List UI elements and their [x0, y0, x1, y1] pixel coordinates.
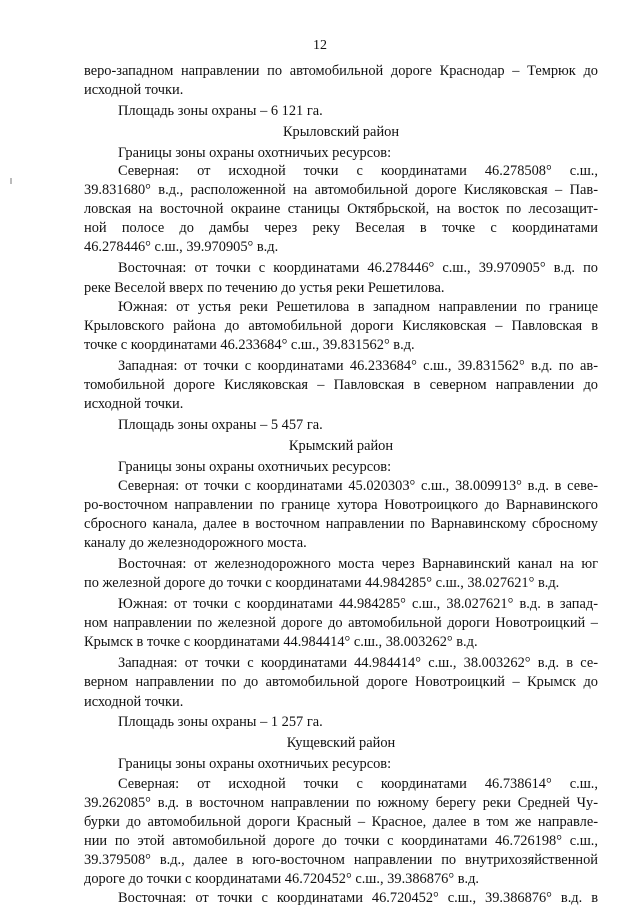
- text-line: исходной точки.: [84, 694, 184, 710]
- text-line: веро-западном направлении по автомобильной дороге Краснодар – Темрюк до: [84, 63, 598, 79]
- page-number: 12: [313, 38, 327, 53]
- text-line: дороге до точки с координатами 46.720452° с.ш., 39.386876° в.д.: [84, 871, 480, 887]
- text-line: бурки до автомобильной дороги Красный – Красное, далее в том же направле-: [84, 814, 598, 830]
- section-heading: Кущевский район: [286, 735, 396, 751]
- text-line: сбросного канала, далее в восточном направлении по Варнавинскому сбросному: [84, 516, 598, 532]
- text-line: по железной дороге до точки с координатами 44.984285° с.ш., 38.027621° в.д.: [84, 575, 560, 591]
- text-line: Западная: от точки с координатами 46.233684° с.ш., 39.831562° в.д. по ав-: [118, 358, 598, 374]
- text-line: Границы зоны охраны охотничьих ресурсов:: [118, 459, 392, 475]
- text-line: точке с координатами 46.233684° с.ш., 39.831562° в.д.: [84, 337, 415, 353]
- text-line: ро-восточном направлении по границе хутора Новотроицкого до Варнавинского: [84, 497, 598, 513]
- text-line: Крыловского района до автомобильной дороги Кисляковская – Павловская в: [84, 318, 598, 334]
- text-line: Северная: от исходной точки с координатами 46.278508° с.ш.,: [118, 163, 598, 179]
- text-line: Площадь зоны охраны – 1 257 га.: [118, 714, 323, 730]
- text-line: верном направлении по до автомобильной дороге Новотроицкий – Крымск до: [84, 674, 598, 690]
- text-line: реке Веселой вверх по течению до устья реки Решетилова.: [84, 280, 445, 296]
- section-heading: Крыловский район: [282, 124, 400, 140]
- text-line: 39.379508° в.д., далее в юго-восточном направлении по внутрихозяйственной: [84, 852, 598, 868]
- text-line: Западная: от точки с координатами 44.984414° с.ш., 38.003262° в.д. в се-: [118, 655, 598, 671]
- text-line: 39.262085° в.д. в восточном направлении по южному берегу реки Средней Чу-: [84, 795, 598, 811]
- text-line: Восточная: от точки с координатами 46.278446° с.ш., 39.970905° в.д. по: [118, 260, 598, 276]
- text-line: исходной точки.: [84, 82, 184, 98]
- text-line: Северная: от точки с координатами 45.020303° с.ш., 38.009913° в.д. в севе-: [118, 478, 598, 494]
- text-line: ной полосе до дамбы через реку Веселая в точке с координатами: [84, 220, 598, 236]
- text-line: Южная: от точки с координатами 44.984285° с.ш., 38.027621° в.д. в запад-: [118, 596, 598, 612]
- text-line: ном направлении по железной дороге до автомобильной дороги Новотроицкий –: [84, 615, 598, 631]
- text-line: Границы зоны охраны охотничьих ресурсов:: [118, 756, 392, 772]
- text-line: ловская на восточной окраине станицы Октябрьской, на восток по лесозащит-: [84, 201, 598, 217]
- text-line: исходной точки.: [84, 396, 184, 412]
- text-line: Крымск в точке с координатами 44.984414° с.ш., 38.003262° в.д.: [84, 634, 478, 650]
- text-line: Южная: от устья реки Решетилова в западном направлении по границе: [118, 299, 598, 315]
- section-heading: Крымский район: [288, 438, 394, 454]
- text-line: Площадь зоны охраны – 6 121 га.: [118, 103, 323, 119]
- text-line: томобильной дороге Кисляковская – Павловская в северном направлении до: [84, 377, 598, 393]
- text-line: Восточная: от точки с координатами 46.720452° с.ш., 39.386876° в.д. в: [118, 890, 598, 906]
- text-line: Северная: от исходной точки с координатами 46.738614° с.ш.,: [118, 776, 598, 792]
- text-line: Площадь зоны охраны – 5 457 га.: [118, 417, 323, 433]
- text-line: 46.278446° с.ш., 39.970905° в.д.: [84, 239, 279, 255]
- text-line: Восточная: от железнодорожного моста через Варнавинский канал на юг: [118, 556, 598, 572]
- text-line: 39.831680° в.д., расположенной на автомобильной дороге Кисляковская – Пав-: [84, 182, 598, 198]
- text-line: Границы зоны охраны охотничьих ресурсов:: [118, 145, 392, 161]
- text-line: нии по этой автомобильной дороге до точки с координатами 46.726198° с.ш.,: [84, 833, 598, 849]
- text-line: каналу до железнодорожного моста.: [84, 535, 307, 551]
- scan-speck: [10, 178, 12, 184]
